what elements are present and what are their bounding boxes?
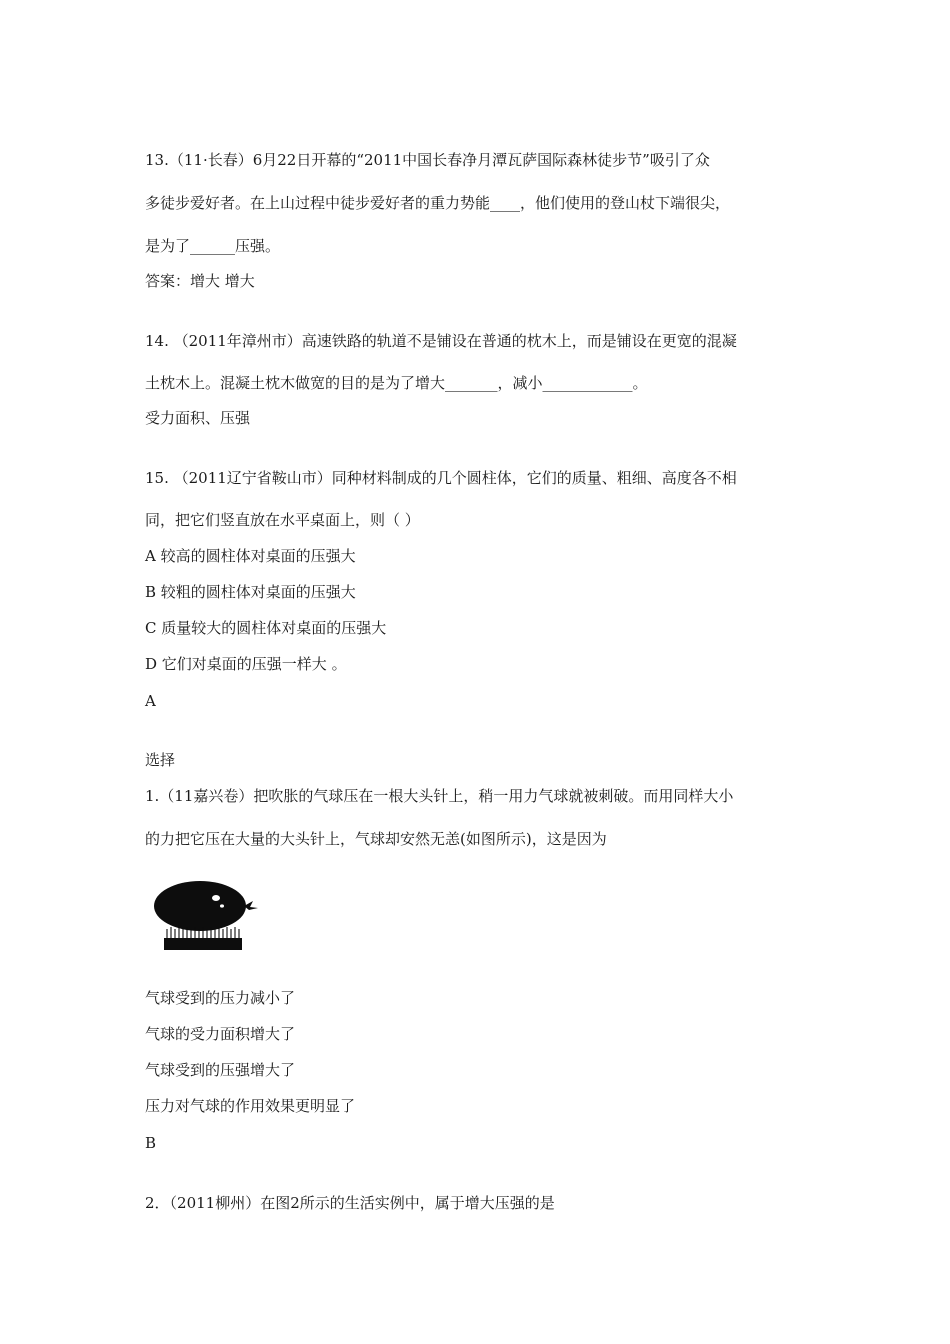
q14-line-1: 14. （2011年漳州市）高速铁路的轨道不是铺设在普通的枕木上，而是铺设在更宽的混凝 <box>145 332 737 350</box>
section-title: 选择 <box>145 751 176 769</box>
pins <box>167 927 239 938</box>
balloon-highlight-small <box>220 904 224 907</box>
s1-option-4: 压力对气球的作用效果更明显了 <box>145 1097 356 1115</box>
q14-line-2: 土枕木上。混凝土枕木做宽的目的是为了增大_______，减小____________。 <box>145 374 648 392</box>
q15-option-c: C 质量较大的圆柱体对桌面的压强大 <box>145 619 387 637</box>
s1-line-2: 的力把它压在大量的大头针上，气球却安然无恙(如图所示)，这是因为 <box>145 830 607 848</box>
q15-line-1: 15. （2011辽宁省鞍山市）同种材料制成的几个圆柱体，它们的质量、粗细、高度各不相 <box>145 469 737 487</box>
q15-option-b: B 较粗的圆柱体对桌面的压强大 <box>145 583 356 601</box>
balloon-on-pins-figure <box>150 876 268 954</box>
s1-line-1: 1.（11嘉兴卷）把吹胀的气球压在一根大头针上，稍一用力气球就被刺破。而用同样大小 <box>145 787 734 805</box>
s2-line-1: 2．（2011柳州）在图2所示的生活实例中，属于增大压强的是 <box>145 1194 555 1212</box>
balloon-knot <box>244 901 258 910</box>
balloon-body <box>154 881 246 931</box>
pin-base <box>164 938 242 950</box>
s1-answer: B <box>145 1134 157 1152</box>
s1-option-2: 气球的受力面积增大了 <box>145 1025 296 1043</box>
balloon-highlight-large <box>212 895 220 901</box>
q15-option-d: D 它们对桌面的压强一样大 。 <box>145 655 347 673</box>
q15-answer: A <box>145 692 156 710</box>
q13-line-3: 是为了______压强。 <box>145 237 281 255</box>
q15-line-2: 同，把它们竖直放在水平桌面上，则（ ） <box>145 511 420 529</box>
s1-option-1: 气球受到的压力减小了 <box>145 989 296 1007</box>
q13-line-2: 多徒步爱好者。在上山过程中徒步爱好者的重力势能____，他们使用的登山杖下端很尖， <box>145 194 731 212</box>
q13-answer: 答案：增大 增大 <box>145 272 255 290</box>
s1-option-3: 气球受到的压强增大了 <box>145 1061 296 1079</box>
q14-answer: 受力面积、压强 <box>145 409 251 427</box>
q13-line-1: 13.（11·长春）6月22日开幕的“2011中国长春净月潭瓦萨国际森林徒步节”吸引了众 <box>145 151 710 169</box>
q15-option-a: A 较高的圆柱体对桌面的压强大 <box>145 547 356 565</box>
